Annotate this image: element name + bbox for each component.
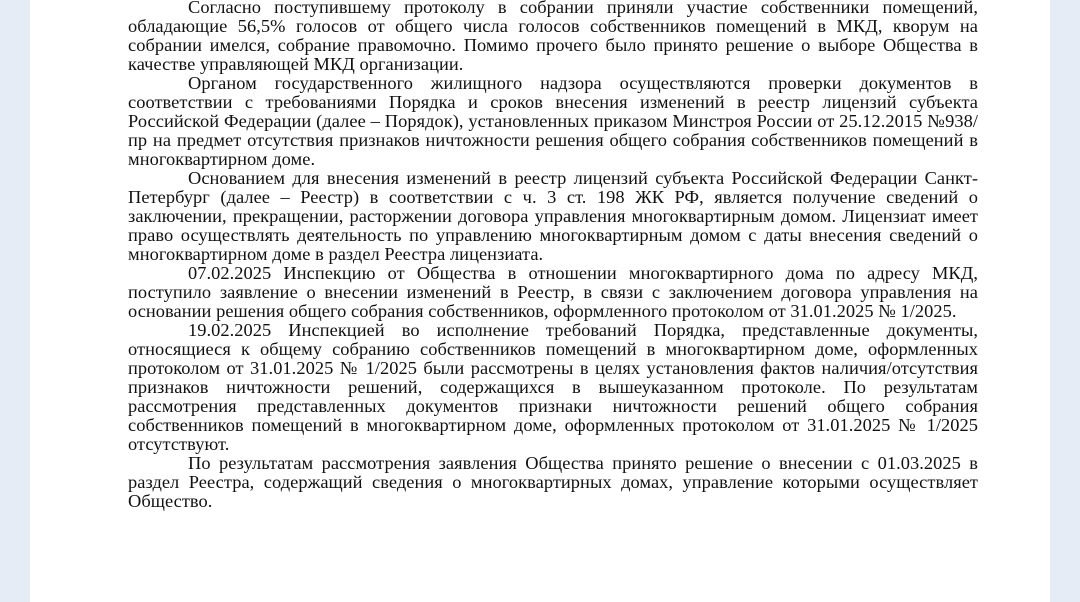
document-body	[128, 0, 978, 511]
paragraph-inspection-order: Органом государственного жилищного надзора осуществляются проверки документов в соответствии с требованиями Порядка и сроков внесения изменений в реестр лицензий субъекта Российской Федерации (далее – Порядок), установленных приказом Минстроя России от 25.12.2015 №938/пр на предмет отсутствия признаков ничтожности решения общего собрания собственников помещений в многоквартирном доме.	[128, 73, 978, 169]
paragraph-protocol-quorum: Согласно поступившему протоколу в собрании приняли участие собственники помещений, обладающие 56,5% голосов от общего числа голосов собственников помещений в МКД, кворум на собрании имелся, собрание правомочно. Помимо прочего было принято решение о выборе Общества в качестве управляющей МКД организации.	[128, 0, 978, 74]
paragraph-registry-basis: Основанием для внесения изменений в реестр лицензий субъекта Российской Федерации Санкт-Петербург (далее – Реестр) в соответствии с ч. 3 ст. 198 ЖК РФ, является получение сведений о заключении, прекращении, расторжении договора управления многоквартирным домом. Лицензиат имеет право осуществлять деятельность по управлению многоквартирным домом с даты внесения сведений о многоквартирном доме в раздел Реестра лицензиата.	[128, 168, 978, 264]
document-page	[30, 0, 1050, 602]
paragraph-application-received: 07.02.2025 Инспекцию от Общества в отношении многоквартирного дома по адресу МКД, поступило заявление о внесении изменений в Реестр, в связи с заключением договора управления на основании решения общего собрания собственников, оформленного протоколом от 31.01.2025 № 1/2025.	[128, 263, 978, 321]
paragraph-documents-review: 19.02.2025 Инспекцией во исполнение требований Порядка, представленные документы, относящиеся к общему собранию собственников помещений в многоквартирном доме, оформленных протоколом от 31.01.2025 № 1/2025 были рассмотрены в целях установления фактов наличия/отсутствия признаков ничтожности решений, содержащихся в вышеуказанном протоколе. По результатам рассмотрения представленных документов признаки ничтожности решений общего собрания собственников помещений в многоквартирном доме, оформленных протоколом от 31.01.2025 № 1/2025 отсутствуют.	[128, 320, 978, 454]
paragraph-decision: По результатам рассмотрения заявления Общества принято решение о внесении с 01.03.2025 в раздел Реестра, содержащий сведения о многоквартирных домах, управление которыми осуществляет Общество.	[128, 453, 978, 511]
